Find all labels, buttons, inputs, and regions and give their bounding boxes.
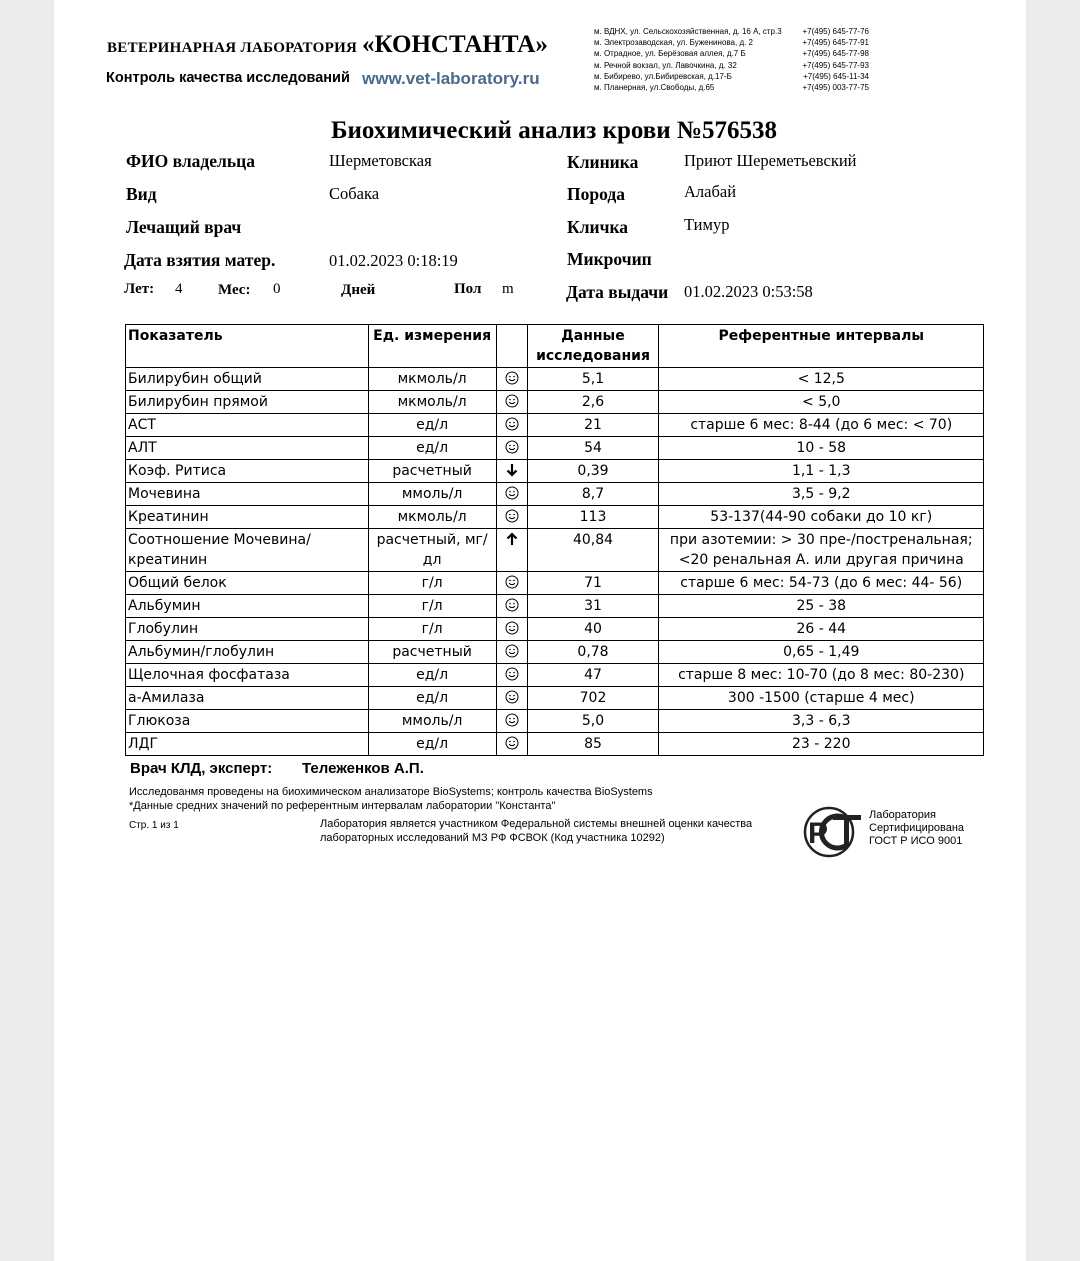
doctor-label: Лечащий врач bbox=[126, 217, 242, 237]
table-row bbox=[126, 483, 984, 506]
smile-icon bbox=[505, 440, 519, 456]
address-text: м. Бибирево, ул.Бибиревская, д.17-Б bbox=[594, 71, 732, 81]
report-page bbox=[54, 0, 1026, 1261]
clinic-label: Клиника bbox=[567, 152, 639, 172]
unit: ммоль/л bbox=[368, 483, 496, 506]
result-value: 40 bbox=[527, 618, 659, 641]
unit: мкмоль/л bbox=[368, 391, 496, 414]
status bbox=[496, 710, 527, 733]
result-value: 31 bbox=[527, 595, 659, 618]
header-indicator: Показатель bbox=[126, 325, 369, 368]
indicator-name: Общий белок bbox=[126, 572, 369, 595]
analyzer-note: Исследованмя проведены на биохимическом анализаторе BioSystems; контроль качества BioSystems bbox=[129, 786, 653, 798]
owner-label: ФИО владельца bbox=[126, 151, 255, 171]
unit: мкмоль/л bbox=[368, 368, 496, 391]
result-value: 71 bbox=[527, 572, 659, 595]
address-text: м. ВДНХ, ул. Сельскохозяйственная, д. 16 А, стр.3 bbox=[594, 27, 782, 36]
result-value: 21 bbox=[527, 414, 659, 437]
issue-date-label: Дата выдачи bbox=[566, 282, 669, 302]
table-row bbox=[126, 460, 984, 483]
address-row bbox=[594, 48, 869, 59]
reference-interval: старше 8 мес: 10-70 (до 8 мес: 80-230) bbox=[659, 664, 984, 687]
header-value: Данные исследования bbox=[527, 325, 659, 368]
table-row bbox=[126, 506, 984, 529]
result-value: 0,78 bbox=[527, 641, 659, 664]
indicator-name: Билирубин общий bbox=[126, 368, 369, 391]
header-reference: Референтные интервалы bbox=[659, 325, 984, 368]
reference-interval: 300 -1500 (старше 4 мес) bbox=[659, 687, 984, 710]
table-header-row bbox=[126, 325, 984, 368]
status bbox=[496, 733, 527, 756]
table-row bbox=[126, 414, 984, 437]
report-title: Биохимический анализ крови №576538 bbox=[330, 117, 778, 144]
status bbox=[496, 506, 527, 529]
indicator-name: Щелочная фосфатаза bbox=[126, 664, 369, 687]
address-phone: +7(495) 645-77-98 bbox=[802, 49, 869, 59]
indicator-name: Креатинин bbox=[126, 506, 369, 529]
table-row bbox=[126, 664, 984, 687]
unit: ед/л bbox=[368, 437, 496, 460]
unit: расчетный bbox=[368, 641, 496, 664]
name-value: Тимур bbox=[684, 215, 730, 234]
unit: ммоль/л bbox=[368, 710, 496, 733]
fsvok-line-1: Лаборатория является участником Федеральной системы внешней оценки качества bbox=[320, 818, 753, 830]
indicator-name: Коэф. Ритиса bbox=[126, 460, 369, 483]
name-label: Кличка bbox=[567, 217, 629, 237]
species-value: Собака bbox=[329, 184, 380, 203]
status bbox=[496, 664, 527, 687]
smile-icon bbox=[505, 486, 519, 502]
table-row bbox=[126, 641, 984, 664]
expert-name: Тележенков А.П. bbox=[302, 760, 424, 777]
table-row bbox=[126, 529, 984, 572]
unit: г/л bbox=[368, 618, 496, 641]
reference-interval: 1,1 - 1,3 bbox=[659, 460, 984, 483]
rst-cert-logo bbox=[802, 806, 864, 858]
status bbox=[496, 414, 527, 437]
sample-date-label: Дата взятия матер. bbox=[124, 250, 276, 270]
table-row bbox=[126, 437, 984, 460]
unit: расчетный bbox=[368, 460, 496, 483]
address-list bbox=[594, 26, 869, 93]
address-text: м. Отрадное, ул. Берёзовая аллея, д.7 Б bbox=[594, 49, 746, 59]
clinic-value: Приют Шереметьевский bbox=[684, 151, 857, 170]
table-row bbox=[126, 618, 984, 641]
issue-date-value: 01.02.2023 0:53:58 bbox=[684, 282, 813, 301]
lab-brand: «КОНСТАНТА» bbox=[362, 31, 548, 58]
indicator-name: Соотношение Мочевина/креатинин bbox=[126, 529, 369, 572]
reference-interval: 3,3 - 6,3 bbox=[659, 710, 984, 733]
smile-icon bbox=[505, 667, 519, 683]
reference-interval: старше 6 мес: 8-44 (до 6 мес: < 70) bbox=[659, 414, 984, 437]
header-status bbox=[496, 325, 527, 368]
expert-label: Врач КЛД, эксперт: bbox=[130, 760, 273, 777]
table-row bbox=[126, 572, 984, 595]
indicator-name: Альбумин bbox=[126, 595, 369, 618]
reference-interval: 23 - 220 bbox=[659, 733, 984, 756]
reference-interval: при азотемии: > 30 пре-/постренальная; <20 ренальная А. или другая причина bbox=[659, 529, 984, 572]
smile-icon bbox=[505, 371, 519, 387]
smile-icon bbox=[505, 417, 519, 433]
svg-text:P: P bbox=[808, 817, 829, 850]
table-row bbox=[126, 710, 984, 733]
reference-interval: < 5,0 bbox=[659, 391, 984, 414]
indicator-name: а-Амилаза bbox=[126, 687, 369, 710]
result-value: 8,7 bbox=[527, 483, 659, 506]
smile-icon bbox=[505, 394, 519, 410]
reference-interval: 26 - 44 bbox=[659, 618, 984, 641]
unit: г/л bbox=[368, 595, 496, 618]
smile-icon bbox=[505, 621, 519, 637]
cert-line-1: Лаборатория bbox=[869, 809, 936, 821]
lab-name: ВЕТЕРИНАРНАЯ ЛАБОРАТОРИЯ bbox=[107, 40, 358, 56]
owner-value: Шерметовская bbox=[329, 151, 432, 170]
unit: г/л bbox=[368, 572, 496, 595]
sample-date-value: 01.02.2023 0:18:19 bbox=[329, 251, 458, 270]
unit: мкмоль/л bbox=[368, 506, 496, 529]
unit: расчетный, мг/дл bbox=[368, 529, 496, 572]
status bbox=[496, 618, 527, 641]
status bbox=[496, 641, 527, 664]
breed-value: Алабай bbox=[684, 182, 737, 201]
reference-interval: 0,65 - 1,49 bbox=[659, 641, 984, 664]
status bbox=[496, 368, 527, 391]
smile-icon bbox=[505, 713, 519, 729]
fsvok-line-2: лабораторных исследований МЗ РФ ФСВОК (Код участника 10292) bbox=[320, 832, 665, 844]
sex-value: m bbox=[502, 281, 514, 297]
address-row bbox=[594, 71, 869, 82]
cert-line-2: Сертифицирована bbox=[869, 822, 965, 834]
age-months-label: Мес: bbox=[218, 282, 251, 298]
age-days-label: Дней bbox=[341, 282, 376, 298]
smile-icon bbox=[505, 575, 519, 591]
status bbox=[496, 437, 527, 460]
header-unit: Ед. измерения bbox=[368, 325, 496, 368]
lab-website[interactable]: www.vet-laboratory.ru bbox=[362, 69, 540, 88]
result-value: 113 bbox=[527, 506, 659, 529]
status bbox=[496, 687, 527, 710]
result-value: 47 bbox=[527, 664, 659, 687]
table-row bbox=[126, 687, 984, 710]
address-row bbox=[594, 37, 869, 48]
unit: ед/л bbox=[368, 414, 496, 437]
address-row bbox=[594, 26, 869, 37]
status bbox=[496, 483, 527, 506]
age-years-label: Лет: bbox=[124, 281, 155, 297]
result-value: 702 bbox=[527, 687, 659, 710]
reference-interval: старше 6 мес: 54-73 (до 6 мес: 44- 56) bbox=[659, 572, 984, 595]
address-row bbox=[594, 60, 869, 71]
reference-note: *Данные средних значений по референтным интервалам лаборатории "Константа" bbox=[129, 800, 556, 812]
address-phone: +7(495) 645-77-76 bbox=[802, 27, 869, 36]
smile-icon bbox=[505, 509, 519, 525]
reference-interval: 53-137(44-90 собаки до 10 кг) bbox=[659, 506, 984, 529]
table-row bbox=[126, 368, 984, 391]
result-value: 2,6 bbox=[527, 391, 659, 414]
result-value: 40,84 bbox=[527, 529, 659, 572]
table-row bbox=[126, 391, 984, 414]
result-value: 85 bbox=[527, 733, 659, 756]
table-row bbox=[126, 595, 984, 618]
arrow-up-icon bbox=[505, 532, 519, 548]
table-row bbox=[126, 733, 984, 756]
indicator-name: Глобулин bbox=[126, 618, 369, 641]
address-phone: +7(495) 645-11-34 bbox=[803, 71, 869, 81]
age-years-value: 4 bbox=[175, 281, 183, 297]
result-value: 54 bbox=[527, 437, 659, 460]
address-text: м. Электрозаводская, ул. Буженинова, д. 2 bbox=[594, 38, 754, 48]
indicator-name: АЛТ bbox=[126, 437, 369, 460]
address-phone: +7(495) 645-77-93 bbox=[802, 60, 869, 70]
page-number: Стр. 1 из 1 bbox=[129, 820, 179, 831]
smile-icon bbox=[505, 690, 519, 706]
unit: ед/л bbox=[368, 687, 496, 710]
status bbox=[496, 391, 527, 414]
indicator-name: Билирубин прямой bbox=[126, 391, 369, 414]
reference-interval: 3,5 - 9,2 bbox=[659, 483, 984, 506]
indicator-name: Альбумин/глобулин bbox=[126, 641, 369, 664]
species-label: Вид bbox=[126, 184, 157, 204]
unit: ед/л bbox=[368, 733, 496, 756]
address-phone: +7(495) 645-77-91 bbox=[802, 38, 869, 48]
lab-subtitle: Контроль качества исследований bbox=[106, 70, 350, 86]
arrow-down-icon bbox=[505, 463, 519, 479]
results-table bbox=[125, 324, 984, 756]
status bbox=[496, 460, 527, 483]
status bbox=[496, 529, 527, 572]
status bbox=[496, 595, 527, 618]
reference-interval: 10 - 58 bbox=[659, 437, 984, 460]
indicator-name: ЛДГ bbox=[126, 733, 369, 756]
address-text: м. Речной вокзал, ул. Лавочкина, д. 32 bbox=[594, 60, 737, 70]
result-value: 5,0 bbox=[527, 710, 659, 733]
cert-line-3: ГОСТ Р ИСО 9001 bbox=[869, 835, 963, 847]
address-phone: +7(495) 003-77-75 bbox=[802, 83, 869, 93]
sex-label: Пол bbox=[454, 281, 482, 297]
smile-icon bbox=[505, 644, 519, 660]
indicator-name: Мочевина bbox=[126, 483, 369, 506]
indicator-name: АСТ bbox=[126, 414, 369, 437]
smile-icon bbox=[505, 598, 519, 614]
reference-interval: < 12,5 bbox=[659, 368, 984, 391]
unit: ед/л bbox=[368, 664, 496, 687]
result-value: 5,1 bbox=[527, 368, 659, 391]
chip-label: Микрочип bbox=[567, 249, 652, 269]
address-text: м. Планерная, ул.Свободы, д.65 bbox=[594, 83, 715, 93]
age-months-value: 0 bbox=[273, 281, 281, 297]
indicator-name: Глюкоза bbox=[126, 710, 369, 733]
status bbox=[496, 572, 527, 595]
breed-label: Порода bbox=[567, 184, 625, 204]
reference-interval: 25 - 38 bbox=[659, 595, 984, 618]
smile-icon bbox=[505, 736, 519, 752]
result-value: 0,39 bbox=[527, 460, 659, 483]
address-row bbox=[594, 82, 869, 93]
